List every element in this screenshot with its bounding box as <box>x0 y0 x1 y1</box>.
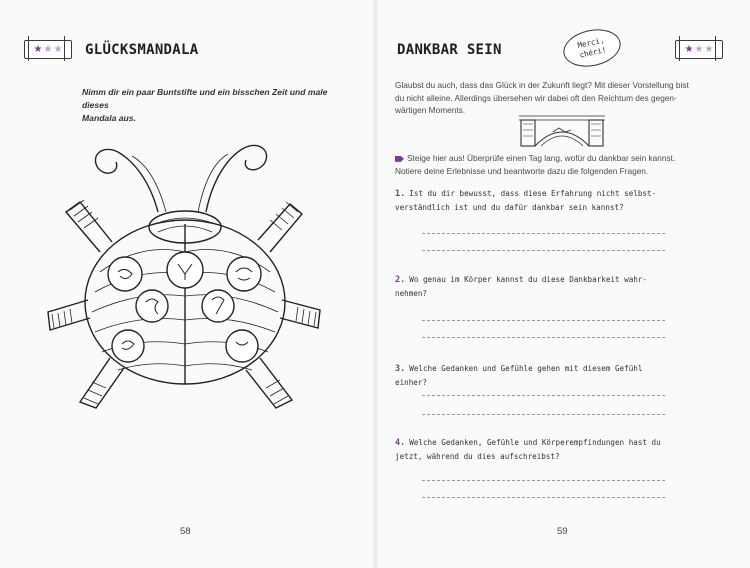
bridge-icon <box>517 108 607 148</box>
question-4 <box>395 436 665 464</box>
page-number: 58 <box>180 526 191 537</box>
answer-line[interactable] <box>422 395 665 396</box>
question-1 <box>395 187 665 215</box>
instruction-text <box>82 86 352 125</box>
answer-line[interactable] <box>422 320 665 321</box>
question-text: verständlich ist und du dafür dankbar sein kannst? <box>395 203 624 212</box>
page-title: DANKBAR SEIN <box>397 42 502 58</box>
tip-line: Notiere deine Erlebnisse und beantworte dazu die folgenden Fragen. <box>395 165 649 176</box>
question-text: jetzt, während du dies aufschreibst? <box>395 452 560 461</box>
question-3 <box>395 362 665 390</box>
answer-line[interactable] <box>422 337 665 338</box>
star-empty-icon: ★ <box>694 43 704 55</box>
instruction-line: Nimm dir ein paar Buntstifte und ein bisschen Zeit und male dieses <box>82 87 328 110</box>
beetle-mandala-icon <box>40 132 330 422</box>
right-page <box>377 0 750 568</box>
star-filled-icon: ★ <box>684 43 694 55</box>
question-text: Wo genau im Körper kannst du diese Dankbarkeit wahr- <box>409 275 647 284</box>
tip-paragraph <box>395 152 715 177</box>
answer-line[interactable] <box>422 233 665 234</box>
merci-stamp <box>560 24 624 71</box>
left-page <box>0 0 373 568</box>
answer-line[interactable] <box>422 480 665 481</box>
question-text: Welche Gedanken und Gefühle gehen mit diesem Gefühl einher? <box>395 364 643 387</box>
answer-line[interactable] <box>422 497 665 498</box>
stamp-text: chéri! <box>578 45 608 60</box>
stamp-text: Merci, <box>576 35 606 50</box>
question-number: 4. <box>395 438 406 448</box>
star-empty-icon: ★ <box>43 43 53 55</box>
intro-line: wärtigen Moments. <box>395 105 466 115</box>
arrow-right-icon <box>395 156 404 162</box>
page-title: GLÜCKSMANDALA <box>85 42 199 58</box>
page-number: 59 <box>557 526 568 537</box>
question-2 <box>395 273 665 301</box>
star-filled-icon: ★ <box>33 43 43 55</box>
question-text: Ist du dir bewusst, dass diese Erfahrung nicht selbst- <box>409 189 657 198</box>
instruction-line: Mandala aus. <box>82 113 136 123</box>
difficulty-badge <box>675 40 723 59</box>
question-number: 3. <box>395 364 406 374</box>
question-text: nehmen? <box>395 289 428 298</box>
difficulty-badge <box>24 40 72 59</box>
question-text: Welche Gedanken, Gefühle und Körperempfindungen hast du <box>409 438 661 447</box>
intro-line: du nicht alleine. Allerdings übersehen wir dabei oft den Reichtum des gegen- <box>395 92 677 103</box>
question-number: 1. <box>395 189 406 199</box>
question-number: 2. <box>395 275 406 285</box>
intro-line: Glaubst du auch, dass das Glück in der Zukunft liegt? Mit dieser Vorstellung bist <box>395 80 689 90</box>
answer-line[interactable] <box>422 414 665 415</box>
tip-line: Steige hier aus! Überprüfe einen Tag lang, wofür du dankbar sein kannst. <box>407 153 676 163</box>
answer-line[interactable] <box>422 250 665 251</box>
star-empty-icon: ★ <box>53 43 63 55</box>
star-empty-icon: ★ <box>704 43 714 55</box>
